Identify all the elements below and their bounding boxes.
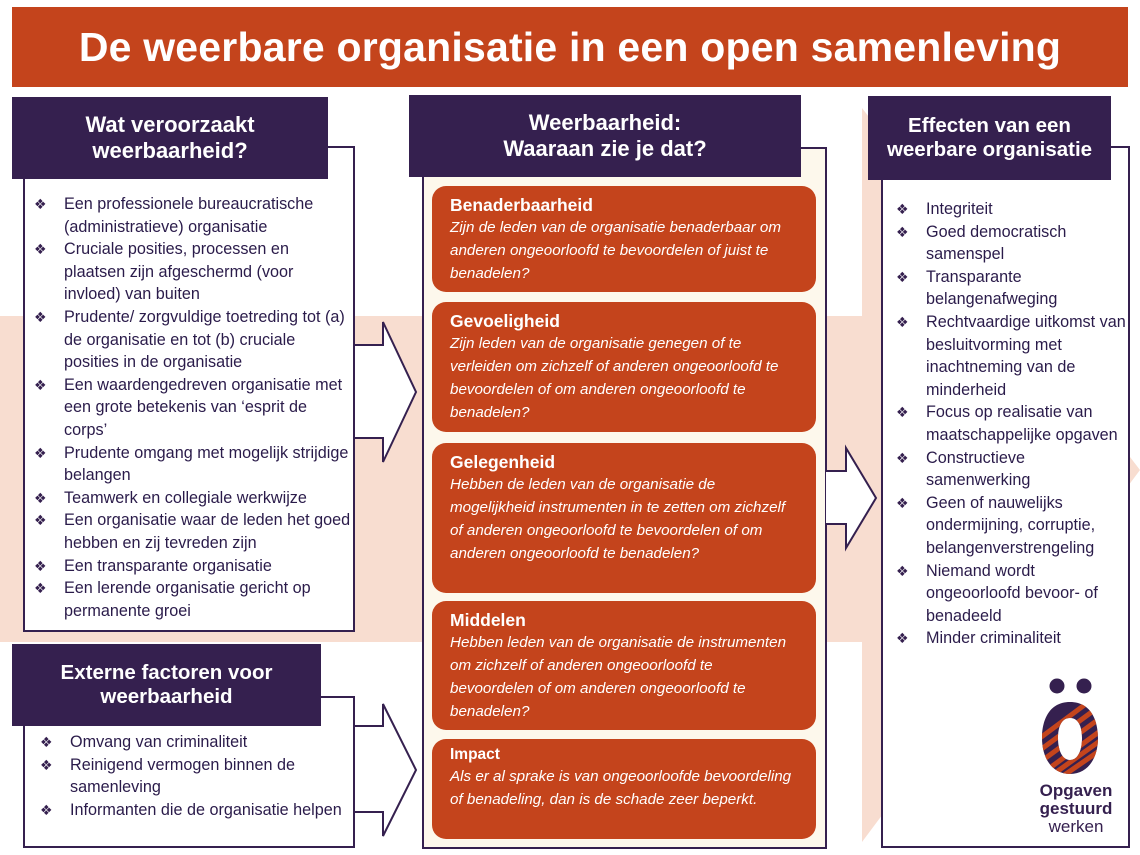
arrow-external-to-middle-icon: [353, 704, 416, 836]
external-factor-item: ❖ Omvang van criminaliteit: [32, 731, 352, 754]
logo-text: [1028, 782, 1124, 836]
card-title: Gevoeligheid: [450, 311, 560, 331]
right-effects-list: [888, 198, 1126, 650]
left-causes-header: Wat veroorzaakt weerbaarheid?: [12, 97, 328, 179]
right-effect-item: ❖ Goed democratisch samenspel: [888, 221, 1126, 266]
card-title: Middelen: [450, 610, 526, 630]
card-description: Hebben de leden van de organisatie de mogelijkheid instrumenten in te zetten om zichzelf of anderen ongeoorloofd te bevoordelen of om anderen ongeoorloofd te benadelen?: [450, 476, 786, 562]
left-cause-item: ❖ Een transparante organisatie: [26, 555, 352, 578]
left-cause-item: ❖ Teamwerk en collegiale werkwijze: [26, 487, 352, 510]
logo-line2: gestuurd: [1039, 799, 1113, 818]
logo-line1: Opgaven: [1039, 781, 1113, 800]
card-description: Zijn de leden van de organisatie benaderbaar om anderen ongeoorloofd te bevoordelen of juist te benadelen?: [450, 219, 781, 282]
right-effects-header: Effecten van een weerbare organisatie: [868, 96, 1111, 180]
left-cause-item: ❖ Een lerende organisatie gericht op permanente groei: [26, 577, 352, 622]
card-description: Hebben leden van de organisatie de instrumenten om zichzelf of anderen ongeoorloofd te bevoordelen of om anderen ongeoorloofd te benadelen?: [450, 634, 787, 720]
external-factor-item: ❖ Informanten die de organisatie helpen: [32, 799, 352, 822]
card-impact: [432, 739, 816, 839]
middle-header-line1: Weerbaarheid:: [528, 110, 682, 136]
card-gevoeligheid: [432, 302, 816, 432]
right-effect-item: ❖ Transparante belangenafweging: [888, 266, 1126, 311]
opgaven-logo-icon: [1032, 674, 1118, 778]
left-causes-list: [26, 193, 352, 622]
page-title: De weerbare organisatie in een open samenleving: [12, 7, 1128, 87]
left-cause-item: ❖ Een organisatie waar de leden het goed hebben en zij tevreden zijn: [26, 509, 352, 554]
right-effect-item: ❖ Constructieve samenwerking: [888, 447, 1126, 492]
left-cause-item: ❖ Een professionele bureaucratische (administratieve) organisatie: [26, 193, 352, 238]
middle-header: [409, 95, 801, 177]
card-title: Benaderbaarheid: [450, 195, 593, 215]
left-cause-item: ❖ Prudente/ zorgvuldige toetreding tot (a) de organisatie en tot (b) cruciale posities in de organisatie: [26, 306, 352, 374]
middle-header-line2: Waaraan zie je dat?: [503, 136, 707, 161]
right-effect-item: ❖ Integriteit: [888, 198, 1126, 221]
card-title: Impact: [450, 746, 500, 763]
card-gelegenheid: [432, 443, 816, 593]
card-title: Gelegenheid: [450, 452, 556, 472]
external-factor-item: ❖ Reinigend vermogen binnen de samenleving: [32, 754, 352, 799]
right-effect-item: ❖ Niemand wordt ongeoorloofd bevoor- of benadeeld: [888, 560, 1126, 628]
card-description: Als er al sprake is van ongeoorloofde bevoordeling of benadeling, dan is de schade zeer beperkt.: [450, 768, 792, 808]
right-effect-item: ❖ Rechtvaardige uitkomst van besluitvorming met inachtneming van de minderheid: [888, 311, 1126, 401]
card-benaderbaarheid: [432, 186, 816, 292]
card-middelen: [432, 601, 816, 730]
left-cause-item: ❖ Prudente omgang met mogelijk strijdige belangen: [26, 442, 352, 487]
right-effect-item: ❖ Focus op realisatie van maatschappelijke opgaven: [888, 401, 1126, 446]
external-factors-list: [32, 731, 352, 821]
left-cause-item: ❖ Cruciale posities, processen en plaatsen zijn afgeschermd (voor invloed) van buiten: [26, 238, 352, 306]
external-factors-header: Externe factoren voor weerbaarheid: [12, 644, 321, 726]
right-effect-item: ❖ Minder criminaliteit: [888, 627, 1126, 650]
card-description: Zijn leden van de organisatie genegen of te verleiden om zichzelf of anderen ongeoorloofd te bevoordelen of om anderen ongeoorloofd te benadelen?: [450, 335, 779, 421]
right-effect-item: ❖ Geen of nauwelijks ondermijning, corruptie, belangenverstrengeling: [888, 492, 1126, 560]
left-cause-item: ❖ Een waardengedreven organisatie met een grote betekenis van ‘esprit de corps’: [26, 374, 352, 442]
logo-line3: werken: [1048, 817, 1104, 836]
